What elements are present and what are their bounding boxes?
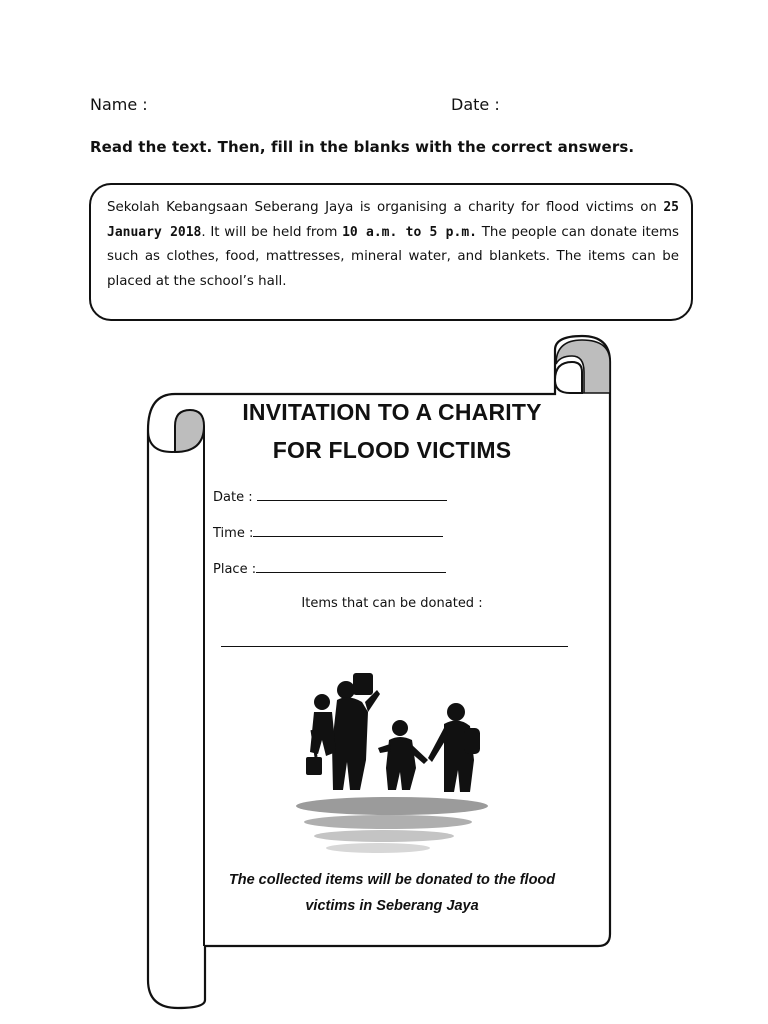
time-field-label: Time : bbox=[213, 526, 254, 541]
closing-line-2: victims in Seberang Jaya bbox=[305, 898, 479, 914]
closing-line-1: The collected items will be donated to the flood bbox=[228, 872, 556, 888]
invitation-title-line-1: INVITATION TO A CHARITY bbox=[242, 399, 542, 425]
items-blank[interactable] bbox=[221, 646, 568, 647]
scroll-right-curl bbox=[555, 362, 582, 393]
items-label: Items that can be donated : bbox=[301, 596, 483, 611]
passage-date: 25 January 2018 bbox=[107, 200, 679, 240]
passage-part-2: . It will be held from bbox=[201, 224, 343, 240]
time-field[interactable] bbox=[213, 524, 443, 541]
name-label: Name : bbox=[90, 95, 148, 114]
closing-text bbox=[200, 867, 584, 919]
place-field[interactable] bbox=[213, 560, 446, 577]
invitation-title-line-2: FOR FLOOD VICTIMS bbox=[272, 437, 512, 463]
date-blank[interactable] bbox=[257, 488, 447, 501]
place-field-label: Place : bbox=[213, 562, 257, 577]
instruction-text: Read the text. Then, fill in the blanks with the correct answers. bbox=[90, 138, 635, 156]
date-label: Date : bbox=[451, 95, 500, 114]
passage-part-1: Sekolah Kebangsaan Seberang Jaya is organising a charity for flood victims on bbox=[107, 200, 664, 215]
place-blank[interactable] bbox=[256, 560, 446, 573]
date-field[interactable] bbox=[213, 488, 447, 505]
passage-time: 10 a.m. to 5 p.m. bbox=[342, 224, 477, 240]
passage-part-3: The people can donate items such as clothes, food, mattresses, mineral water, and blankets. The items can be placed at the school’s hall. bbox=[107, 224, 679, 289]
time-blank[interactable] bbox=[253, 524, 443, 537]
date-field-label: Date : bbox=[213, 490, 253, 505]
